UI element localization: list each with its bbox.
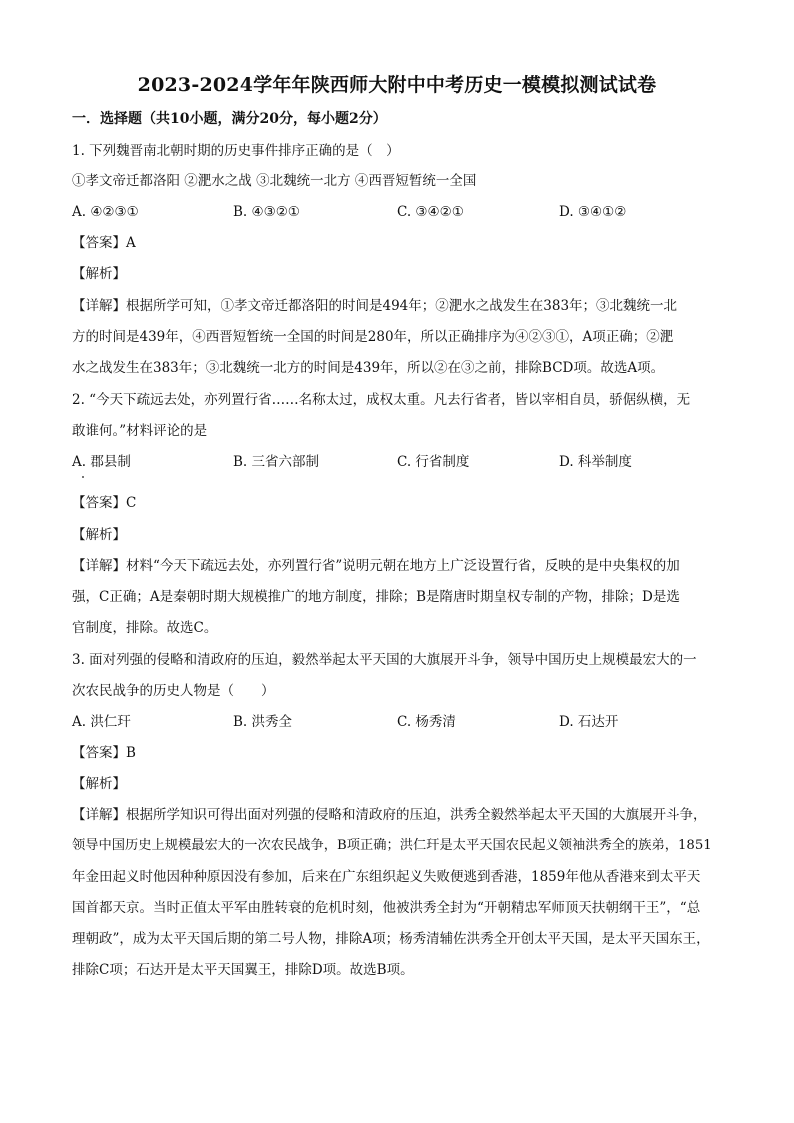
q1-option-c: C. ③④②① xyxy=(397,204,464,220)
q3-detail-line: 年金田起义时他因种种原因没有参加，后来在广东组织起义失败便逃到香港，1859年他从香港来到太平天 xyxy=(72,869,701,885)
q1-detail-line: 水之战发生在383年；③北魏统一北方的时间是439年，所以②在③之前，排除BCD项。故选A项。 xyxy=(72,360,665,376)
q3-option-d: D. 石达开 xyxy=(559,714,619,730)
q3-option-b: B. 洪秀全 xyxy=(233,714,293,730)
q1-detail-line: 【详解】根据所学可知，①孝文帝迁都洛阳的时间是494年；②淝水之战发生在383年；③北魏统一北 xyxy=(72,298,678,314)
q3-answer: 【答案】B xyxy=(72,745,136,761)
q1-items: ①孝文帝迁都洛阳 ②淝水之战 ③北魏统一北方 ④西晋短暂统一全国 xyxy=(72,173,477,189)
q1-option-d: D. ③④①② xyxy=(559,204,627,220)
q1-stem: 1. 下列魏晋南北朝时期的历史事件排序正确的是（ ） xyxy=(72,143,400,159)
q2-stem-line: 2. “今天下疏远去处，亦列置行省……名称太过，成权太重。凡去行省者，皆以宰相自员，骄倨纵横，无 xyxy=(72,392,691,408)
q3-detail-line: 领导中国历史上规模最宏大的一次农民战争，B项正确；洪仁玕是太平天国农民起义领袖洪秀全的族弟，1851 xyxy=(72,838,712,853)
q2-options xyxy=(72,453,722,471)
q3-detail-line: 排除C项；石达开是太平天国翼王，排除D项。故选B项。 xyxy=(72,962,414,978)
q2-detail-line: 官制度，排除。故选C。 xyxy=(72,620,218,636)
q2-detail-line: 【详解】材料“今天下疏远去处，亦列置行省”说明元朝在地方上广泛设置行省，反映的是中央集权的加 xyxy=(72,558,680,574)
q3-stem-line: 3. 面对列强的侵略和清政府的压迫，毅然举起太平天国的大旗展开斗争，领导中国历史上规模最宏大的一 xyxy=(72,652,697,668)
q2-detail-line: 强，C正确；A是秦朝时期大规模推广的地方制度，排除；B是隋唐时期皇权专制的产物，排除；D是选 xyxy=(72,589,680,605)
q1-answer: 【答案】A xyxy=(72,235,136,251)
q2-option-d: D. 科举制度 xyxy=(559,454,632,470)
q2-option-a: A. 郡县制 xyxy=(72,454,131,470)
q3-detail-line: 国首都天京。当时正值太平军由胜转衰的危机时刻，他被洪秀全封为“开朝精忠军师顶天扶朝纲干王”，“总 xyxy=(72,900,701,916)
q2-stem-line: 敢谁何。”材料评论的是 xyxy=(72,423,208,439)
q3-option-c: C. 杨秀清 xyxy=(397,714,456,730)
q2-answer: 【答案】C xyxy=(72,495,137,511)
q2-option-c: C. 行省制度 xyxy=(397,454,470,470)
q2-analysis: 【解析】 xyxy=(72,527,126,543)
q1-option-b: B. ④③②① xyxy=(233,204,300,220)
q1-detail-line: 方的时间是439年，④西晋短暂统一全国的时间是280年，所以正确排序为④②③①，A项正确；②淝 xyxy=(72,329,674,345)
q3-detail-line: 理朝政”，成为太平天国后期的第二号人物，排除A项；杨秀清辅佐洪秀全开创太平天国，是太平天国东王， xyxy=(72,931,710,947)
section-header: 一．选择题（共10小题，满分20分，每小题2分） xyxy=(72,111,387,127)
q1-options xyxy=(72,203,722,221)
exam-title: 2023-2024学年年陕西师大附中中考历史一模模拟测试试卷 xyxy=(137,74,657,96)
q2-option-b: B. 三省六部制 xyxy=(233,454,320,470)
q3-stem-line: 次农民战争的历史人物是（ ） xyxy=(72,683,275,699)
q1-analysis: 【解析】 xyxy=(72,266,126,282)
q3-option-a: A. 洪仁玕 xyxy=(72,714,131,730)
q1-option-a: A. ④②③① xyxy=(72,204,139,220)
q3-analysis: 【解析】 xyxy=(72,776,126,792)
stray-mark xyxy=(82,476,84,478)
q3-detail-line: 【详解】根据所学知识可得出面对列强的侵略和清政府的压迫，洪秀全毅然举起太平天国的大旗展开斗争， xyxy=(72,807,707,823)
q3-options xyxy=(72,713,722,731)
